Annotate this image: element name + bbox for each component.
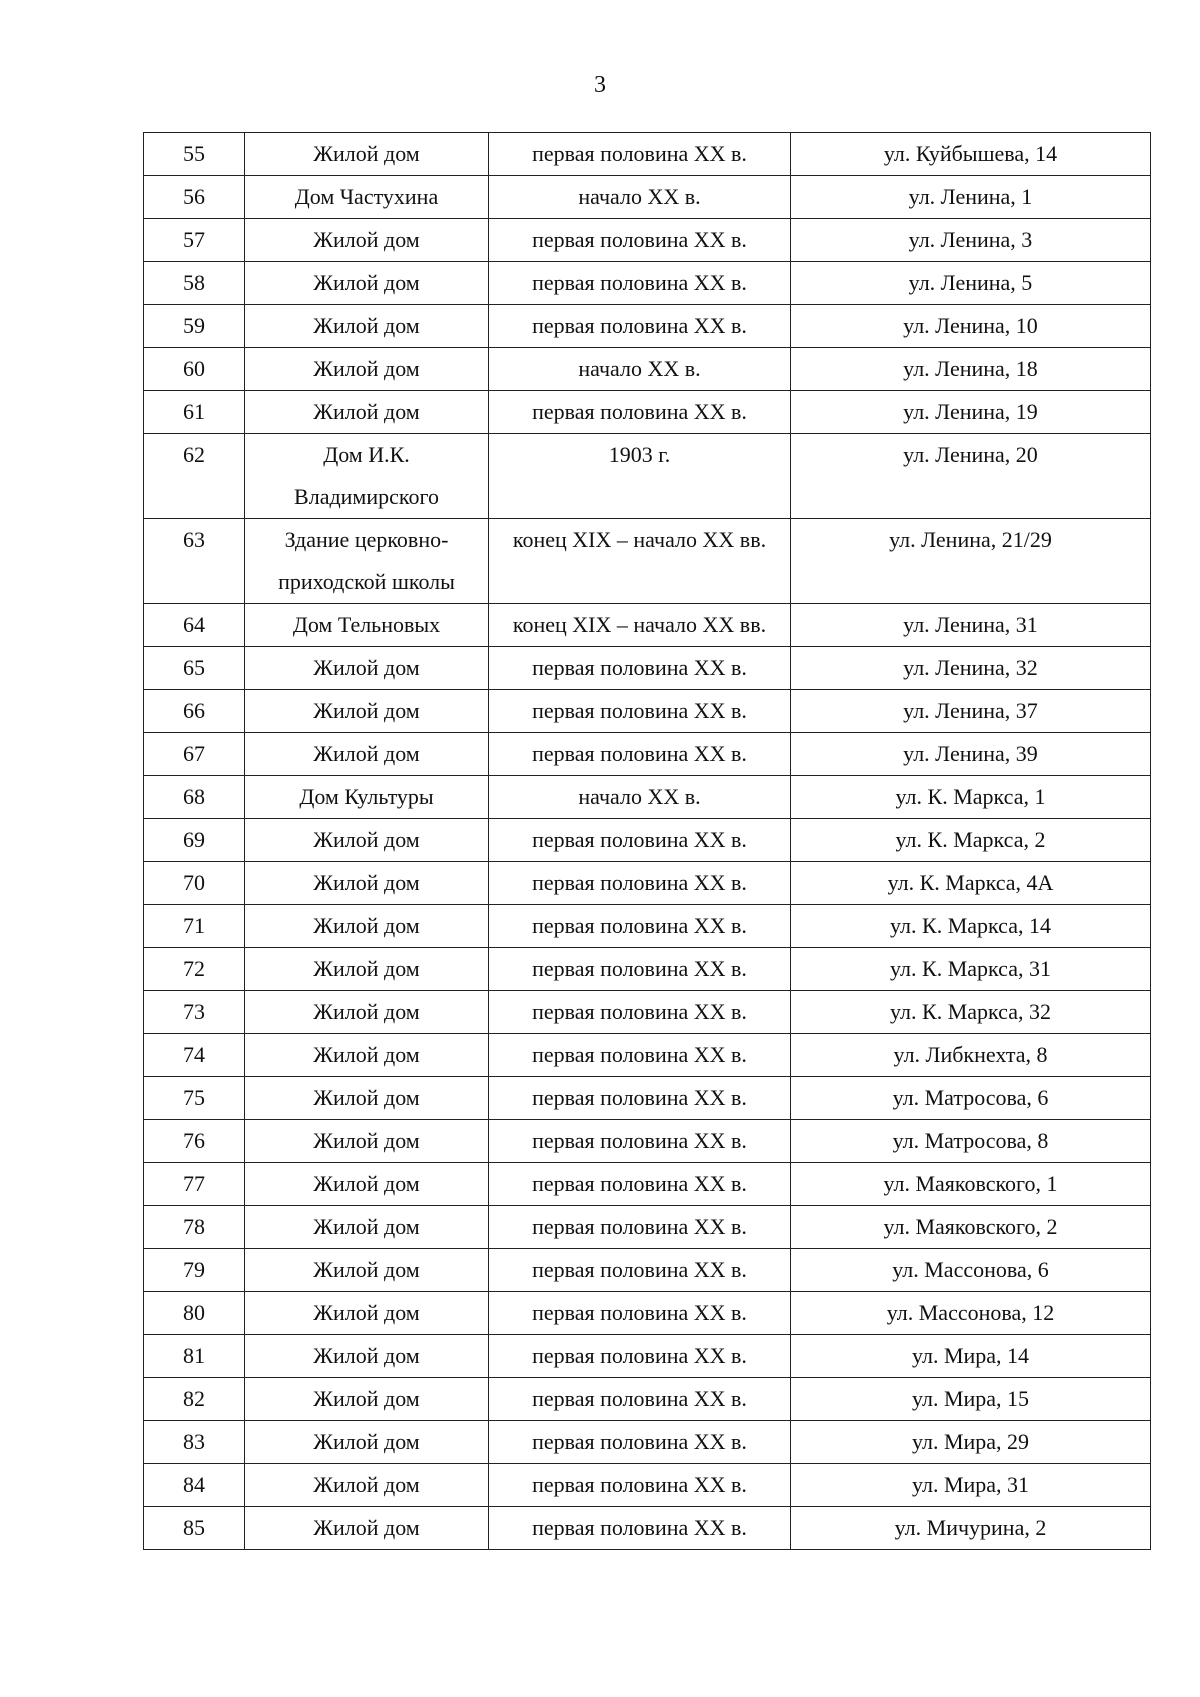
- dating-cell: первая половина XX в.: [489, 391, 791, 434]
- object-name-cell: Жилой дом: [245, 862, 489, 905]
- dating-cell: первая половина XX в.: [489, 690, 791, 733]
- object-name-cell: Жилой дом: [245, 1507, 489, 1550]
- object-name-cell: Дом И.К. Владимирского: [245, 434, 489, 519]
- object-name-cell: Жилой дом: [245, 1378, 489, 1421]
- address-cell: ул. Ленина, 1: [791, 176, 1151, 219]
- address-cell: ул. К. Маркса, 31: [791, 948, 1151, 991]
- dating-cell: начало XX в.: [489, 348, 791, 391]
- row-number-cell: 63: [144, 519, 245, 604]
- address-cell: ул. Матросова, 6: [791, 1077, 1151, 1120]
- address-cell: ул. К. Маркса, 1: [791, 776, 1151, 819]
- table-row: [144, 219, 1151, 262]
- address-cell: ул. Ленина, 39: [791, 733, 1151, 776]
- table-row: [144, 348, 1151, 391]
- row-number-cell: 71: [144, 905, 245, 948]
- row-number-cell: 73: [144, 991, 245, 1034]
- row-number-cell: 62: [144, 434, 245, 519]
- table-row: [144, 391, 1151, 434]
- row-number-cell: 61: [144, 391, 245, 434]
- row-number-cell: 58: [144, 262, 245, 305]
- row-number-cell: 64: [144, 604, 245, 647]
- address-cell: ул. Ленина, 37: [791, 690, 1151, 733]
- object-name-cell: Жилой дом: [245, 733, 489, 776]
- row-number-cell: 66: [144, 690, 245, 733]
- address-cell: ул. Куйбышева, 14: [791, 133, 1151, 176]
- dating-cell: первая половина XX в.: [489, 305, 791, 348]
- object-name-cell: Жилой дом: [245, 348, 489, 391]
- object-name-cell: Жилой дом: [245, 948, 489, 991]
- dating-cell: первая половина XX в.: [489, 1507, 791, 1550]
- row-number-cell: 65: [144, 647, 245, 690]
- row-number-cell: 70: [144, 862, 245, 905]
- object-name-cell: Дом Культуры: [245, 776, 489, 819]
- address-cell: ул. Матросова, 8: [791, 1120, 1151, 1163]
- address-cell: ул. Массонова, 12: [791, 1292, 1151, 1335]
- address-cell: ул. Маяковского, 2: [791, 1206, 1151, 1249]
- address-cell: ул. Ленина, 31: [791, 604, 1151, 647]
- address-cell: ул. Ленина, 18: [791, 348, 1151, 391]
- object-name-cell: Жилой дом: [245, 1249, 489, 1292]
- table-row: [144, 1249, 1151, 1292]
- row-number-cell: 84: [144, 1464, 245, 1507]
- table-row: [144, 1335, 1151, 1378]
- object-name-cell: Жилой дом: [245, 647, 489, 690]
- address-cell: ул. Ленина, 19: [791, 391, 1151, 434]
- dating-cell: первая половина XX в.: [489, 1034, 791, 1077]
- dating-cell: первая половина XX в.: [489, 991, 791, 1034]
- object-name-cell: Дом Тельновых: [245, 604, 489, 647]
- row-number-cell: 85: [144, 1507, 245, 1550]
- object-name-cell: Жилой дом: [245, 819, 489, 862]
- object-name-cell: Жилой дом: [245, 219, 489, 262]
- row-number-cell: 60: [144, 348, 245, 391]
- row-number-cell: 82: [144, 1378, 245, 1421]
- address-cell: ул. Мира, 14: [791, 1335, 1151, 1378]
- table-row: [144, 1507, 1151, 1550]
- dating-cell: первая половина XX в.: [489, 1120, 791, 1163]
- table-row: [144, 1120, 1151, 1163]
- dating-cell: первая половина XX в.: [489, 1249, 791, 1292]
- address-cell: ул. К. Маркса, 2: [791, 819, 1151, 862]
- object-name-cell: Жилой дом: [245, 690, 489, 733]
- row-number-cell: 59: [144, 305, 245, 348]
- table-row: [144, 991, 1151, 1034]
- table-row: [144, 1421, 1151, 1464]
- row-number-cell: 80: [144, 1292, 245, 1335]
- dating-cell: первая половина XX в.: [489, 1335, 791, 1378]
- address-cell: ул. Ленина, 5: [791, 262, 1151, 305]
- address-cell: ул. Либкнехта, 8: [791, 1034, 1151, 1077]
- dating-cell: первая половина XX в.: [489, 1163, 791, 1206]
- object-name-cell: Жилой дом: [245, 1120, 489, 1163]
- row-number-cell: 69: [144, 819, 245, 862]
- object-name-cell: Жилой дом: [245, 1292, 489, 1335]
- row-number-cell: 78: [144, 1206, 245, 1249]
- dating-cell: конец XIX – начало XX вв.: [489, 519, 791, 604]
- object-name-cell: Жилой дом: [245, 1421, 489, 1464]
- row-number-cell: 75: [144, 1077, 245, 1120]
- dating-cell: 1903 г.: [489, 434, 791, 519]
- dating-cell: первая половина XX в.: [489, 647, 791, 690]
- table-body: [144, 133, 1151, 1550]
- dating-cell: начало XX в.: [489, 176, 791, 219]
- address-cell: ул. К. Маркса, 4А: [791, 862, 1151, 905]
- table-row: [144, 733, 1151, 776]
- row-number-cell: 74: [144, 1034, 245, 1077]
- table-row: [144, 1034, 1151, 1077]
- table-row: [144, 434, 1151, 519]
- row-number-cell: 77: [144, 1163, 245, 1206]
- table-row: [144, 647, 1151, 690]
- row-number-cell: 68: [144, 776, 245, 819]
- object-name-cell: Жилой дом: [245, 1163, 489, 1206]
- address-cell: ул. К. Маркса, 32: [791, 991, 1151, 1034]
- table-row: [144, 1464, 1151, 1507]
- table-row: [144, 176, 1151, 219]
- table-row: [144, 604, 1151, 647]
- object-name-cell: Жилой дом: [245, 305, 489, 348]
- dating-cell: первая половина XX в.: [489, 1464, 791, 1507]
- table-row: [144, 519, 1151, 604]
- dating-cell: первая половина XX в.: [489, 819, 791, 862]
- table-row: [144, 1077, 1151, 1120]
- dating-cell: первая половина XX в.: [489, 1292, 791, 1335]
- dating-cell: первая половина XX в.: [489, 262, 791, 305]
- page-number: 3: [594, 72, 606, 98]
- object-name-cell: Жилой дом: [245, 1335, 489, 1378]
- row-number-cell: 83: [144, 1421, 245, 1464]
- object-name-cell: Жилой дом: [245, 905, 489, 948]
- address-cell: ул. К. Маркса, 14: [791, 905, 1151, 948]
- address-cell: ул. Мира, 15: [791, 1378, 1151, 1421]
- row-number-cell: 79: [144, 1249, 245, 1292]
- address-cell: ул. Ленина, 32: [791, 647, 1151, 690]
- row-number-cell: 56: [144, 176, 245, 219]
- table-row: [144, 905, 1151, 948]
- row-number-cell: 67: [144, 733, 245, 776]
- address-cell: ул. Мира, 29: [791, 1421, 1151, 1464]
- object-name-cell: Жилой дом: [245, 991, 489, 1034]
- object-name-cell: Жилой дом: [245, 391, 489, 434]
- table-row: [144, 948, 1151, 991]
- address-cell: ул. Ленина, 3: [791, 219, 1151, 262]
- address-cell: ул. Мичурина, 2: [791, 1507, 1151, 1550]
- dating-cell: первая половина XX в.: [489, 1077, 791, 1120]
- object-name-cell: Жилой дом: [245, 1206, 489, 1249]
- row-number-cell: 57: [144, 219, 245, 262]
- object-name-cell: Жилой дом: [245, 133, 489, 176]
- address-cell: ул. Массонова, 6: [791, 1249, 1151, 1292]
- table-row: [144, 690, 1151, 733]
- object-name-cell: Жилой дом: [245, 1034, 489, 1077]
- table-row: [144, 133, 1151, 176]
- address-cell: ул. Маяковского, 1: [791, 1163, 1151, 1206]
- dating-cell: первая половина XX в.: [489, 1421, 791, 1464]
- address-cell: ул. Ленина, 10: [791, 305, 1151, 348]
- table-row: [144, 862, 1151, 905]
- object-name-cell: Здание церковно-приходской школы: [245, 519, 489, 604]
- dating-cell: конец XIX – начало XX вв.: [489, 604, 791, 647]
- dating-cell: первая половина XX в.: [489, 133, 791, 176]
- table-row: [144, 1378, 1151, 1421]
- dating-cell: первая половина XX в.: [489, 733, 791, 776]
- dating-cell: первая половина XX в.: [489, 905, 791, 948]
- address-cell: ул. Мира, 31: [791, 1464, 1151, 1507]
- object-name-cell: Жилой дом: [245, 1077, 489, 1120]
- object-name-cell: Дом Частухина: [245, 176, 489, 219]
- dating-cell: первая половина XX в.: [489, 1378, 791, 1421]
- dating-cell: начало XX в.: [489, 776, 791, 819]
- table-row: [144, 262, 1151, 305]
- dating-cell: первая половина XX в.: [489, 948, 791, 991]
- address-cell: ул. Ленина, 20: [791, 434, 1151, 519]
- object-name-cell: Жилой дом: [245, 262, 489, 305]
- row-number-cell: 81: [144, 1335, 245, 1378]
- table-row: [144, 1163, 1151, 1206]
- table-row: [144, 819, 1151, 862]
- row-number-cell: 72: [144, 948, 245, 991]
- dating-cell: первая половина XX в.: [489, 1206, 791, 1249]
- row-number-cell: 76: [144, 1120, 245, 1163]
- dating-cell: первая половина XX в.: [489, 219, 791, 262]
- dating-cell: первая половина XX в.: [489, 862, 791, 905]
- object-name-cell: Жилой дом: [245, 1464, 489, 1507]
- address-cell: ул. Ленина, 21/29: [791, 519, 1151, 604]
- heritage-objects-table: [143, 132, 1151, 1550]
- table-row: [144, 1206, 1151, 1249]
- row-number-cell: 55: [144, 133, 245, 176]
- table-row: [144, 1292, 1151, 1335]
- table-row: [144, 776, 1151, 819]
- table-row: [144, 305, 1151, 348]
